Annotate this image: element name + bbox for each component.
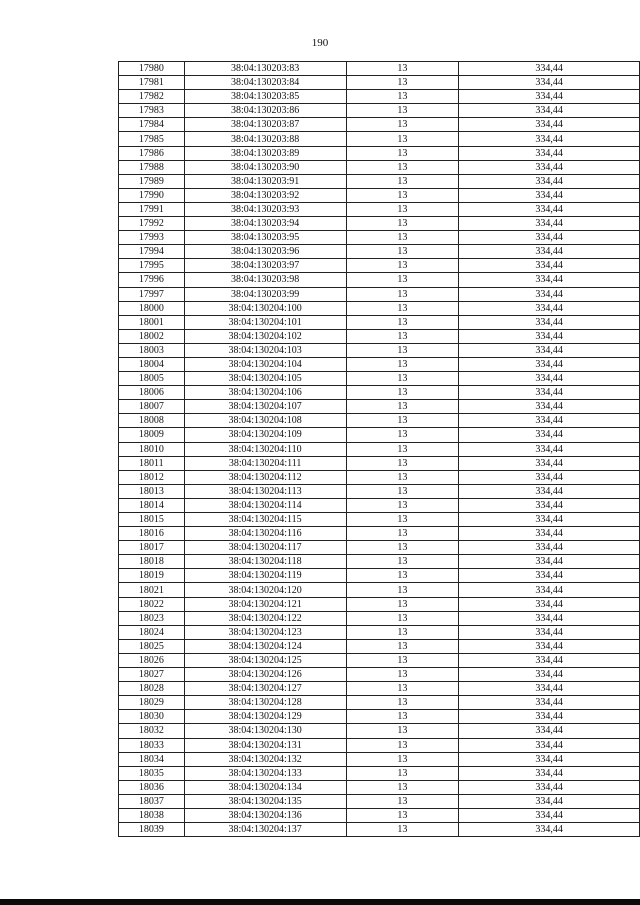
area-cell: 334,44 bbox=[459, 160, 640, 174]
row-number-cell: 17980 bbox=[119, 62, 185, 76]
count-cell: 13 bbox=[346, 386, 459, 400]
cadastral-number-cell: 38:04:130204:126 bbox=[184, 668, 346, 682]
area-cell: 334,44 bbox=[459, 400, 640, 414]
count-cell: 13 bbox=[346, 160, 459, 174]
row-number-cell: 18032 bbox=[119, 724, 185, 738]
cadastral-number-cell: 38:04:130203:84 bbox=[184, 76, 346, 90]
count-cell: 13 bbox=[346, 569, 459, 583]
table-row bbox=[119, 118, 640, 132]
row-number-cell: 18023 bbox=[119, 611, 185, 625]
count-cell: 13 bbox=[346, 738, 459, 752]
cadastral-number-cell: 38:04:130204:137 bbox=[184, 823, 346, 837]
count-cell: 13 bbox=[346, 90, 459, 104]
area-cell: 334,44 bbox=[459, 315, 640, 329]
cadastral-number-cell: 38:04:130203:96 bbox=[184, 245, 346, 259]
count-cell: 13 bbox=[346, 343, 459, 357]
area-cell: 334,44 bbox=[459, 372, 640, 386]
table-row bbox=[119, 583, 640, 597]
area-cell: 334,44 bbox=[459, 442, 640, 456]
row-number-cell: 18029 bbox=[119, 696, 185, 710]
cadastral-number-cell: 38:04:130204:130 bbox=[184, 724, 346, 738]
row-number-cell: 18039 bbox=[119, 823, 185, 837]
cadastral-number-cell: 38:04:130203:98 bbox=[184, 273, 346, 287]
cadastral-number-cell: 38:04:130204:122 bbox=[184, 611, 346, 625]
count-cell: 13 bbox=[346, 76, 459, 90]
table-row bbox=[119, 555, 640, 569]
row-number-cell: 18037 bbox=[119, 794, 185, 808]
row-number-cell: 18021 bbox=[119, 583, 185, 597]
table-row bbox=[119, 132, 640, 146]
table-row bbox=[119, 470, 640, 484]
row-number-cell: 18025 bbox=[119, 639, 185, 653]
count-cell: 13 bbox=[346, 696, 459, 710]
count-cell: 13 bbox=[346, 527, 459, 541]
area-cell: 334,44 bbox=[459, 245, 640, 259]
cadastral-number-cell: 38:04:130204:113 bbox=[184, 484, 346, 498]
cadastral-number-cell: 38:04:130204:119 bbox=[184, 569, 346, 583]
table-row bbox=[119, 160, 640, 174]
cadastral-number-cell: 38:04:130204:106 bbox=[184, 386, 346, 400]
table-row bbox=[119, 710, 640, 724]
area-cell: 334,44 bbox=[459, 541, 640, 555]
row-number-cell: 18027 bbox=[119, 668, 185, 682]
count-cell: 13 bbox=[346, 245, 459, 259]
cadastral-number-cell: 38:04:130204:109 bbox=[184, 428, 346, 442]
row-number-cell: 18012 bbox=[119, 470, 185, 484]
row-number-cell: 18017 bbox=[119, 541, 185, 555]
area-cell: 334,44 bbox=[459, 90, 640, 104]
area-cell: 334,44 bbox=[459, 527, 640, 541]
count-cell: 13 bbox=[346, 710, 459, 724]
row-number-cell: 18036 bbox=[119, 780, 185, 794]
count-cell: 13 bbox=[346, 414, 459, 428]
cadastral-table bbox=[118, 61, 640, 837]
cadastral-number-cell: 38:04:130203:90 bbox=[184, 160, 346, 174]
area-cell: 334,44 bbox=[459, 766, 640, 780]
area-cell: 334,44 bbox=[459, 583, 640, 597]
table-row bbox=[119, 372, 640, 386]
count-cell: 13 bbox=[346, 541, 459, 555]
area-cell: 334,44 bbox=[459, 273, 640, 287]
row-number-cell: 18008 bbox=[119, 414, 185, 428]
cadastral-number-cell: 38:04:130203:93 bbox=[184, 202, 346, 216]
table-row bbox=[119, 498, 640, 512]
row-number-cell: 18013 bbox=[119, 484, 185, 498]
row-number-cell: 17996 bbox=[119, 273, 185, 287]
area-cell: 334,44 bbox=[459, 231, 640, 245]
count-cell: 13 bbox=[346, 794, 459, 808]
table-row bbox=[119, 569, 640, 583]
cadastral-number-cell: 38:04:130204:103 bbox=[184, 343, 346, 357]
cadastral-number-cell: 38:04:130204:111 bbox=[184, 456, 346, 470]
cadastral-number-cell: 38:04:130204:110 bbox=[184, 442, 346, 456]
cadastral-number-cell: 38:04:130203:89 bbox=[184, 146, 346, 160]
table-row bbox=[119, 202, 640, 216]
row-number-cell: 18009 bbox=[119, 428, 185, 442]
area-cell: 334,44 bbox=[459, 386, 640, 400]
area-cell: 334,44 bbox=[459, 696, 640, 710]
table-row bbox=[119, 484, 640, 498]
row-number-cell: 18005 bbox=[119, 372, 185, 386]
cadastral-number-cell: 38:04:130203:95 bbox=[184, 231, 346, 245]
area-cell: 334,44 bbox=[459, 104, 640, 118]
area-cell: 334,44 bbox=[459, 301, 640, 315]
area-cell: 334,44 bbox=[459, 682, 640, 696]
area-cell: 334,44 bbox=[459, 639, 640, 653]
count-cell: 13 bbox=[346, 301, 459, 315]
count-cell: 13 bbox=[346, 174, 459, 188]
count-cell: 13 bbox=[346, 315, 459, 329]
area-cell: 334,44 bbox=[459, 653, 640, 667]
area-cell: 334,44 bbox=[459, 569, 640, 583]
table-row bbox=[119, 794, 640, 808]
cadastral-number-cell: 38:04:130204:101 bbox=[184, 315, 346, 329]
cadastral-number-cell: 38:04:130204:114 bbox=[184, 498, 346, 512]
area-cell: 334,44 bbox=[459, 808, 640, 822]
table-row bbox=[119, 104, 640, 118]
row-number-cell: 17982 bbox=[119, 90, 185, 104]
count-cell: 13 bbox=[346, 400, 459, 414]
count-cell: 13 bbox=[346, 217, 459, 231]
count-cell: 13 bbox=[346, 287, 459, 301]
area-cell: 334,44 bbox=[459, 611, 640, 625]
count-cell: 13 bbox=[346, 357, 459, 371]
count-cell: 13 bbox=[346, 146, 459, 160]
table-row bbox=[119, 329, 640, 343]
table-row bbox=[119, 808, 640, 822]
count-cell: 13 bbox=[346, 653, 459, 667]
table-row bbox=[119, 639, 640, 653]
row-number-cell: 18026 bbox=[119, 653, 185, 667]
row-number-cell: 18035 bbox=[119, 766, 185, 780]
cadastral-number-cell: 38:04:130204:123 bbox=[184, 625, 346, 639]
area-cell: 334,44 bbox=[459, 188, 640, 202]
table-row bbox=[119, 76, 640, 90]
count-cell: 13 bbox=[346, 808, 459, 822]
cadastral-number-cell: 38:04:130203:88 bbox=[184, 132, 346, 146]
table-row bbox=[119, 343, 640, 357]
cadastral-number-cell: 38:04:130203:92 bbox=[184, 188, 346, 202]
page-number: 190 bbox=[311, 37, 329, 49]
count-cell: 13 bbox=[346, 118, 459, 132]
cadastral-number-cell: 38:04:130204:131 bbox=[184, 738, 346, 752]
cadastral-number-cell: 38:04:130204:136 bbox=[184, 808, 346, 822]
count-cell: 13 bbox=[346, 668, 459, 682]
row-number-cell: 17988 bbox=[119, 160, 185, 174]
area-cell: 334,44 bbox=[459, 780, 640, 794]
count-cell: 13 bbox=[346, 780, 459, 794]
count-cell: 13 bbox=[346, 611, 459, 625]
table-row bbox=[119, 766, 640, 780]
row-number-cell: 18011 bbox=[119, 456, 185, 470]
row-number-cell: 18006 bbox=[119, 386, 185, 400]
area-cell: 334,44 bbox=[459, 470, 640, 484]
table-row bbox=[119, 668, 640, 682]
scan-edge-bar bbox=[0, 899, 640, 905]
table-row bbox=[119, 62, 640, 76]
table-row bbox=[119, 174, 640, 188]
cadastral-number-cell: 38:04:130204:108 bbox=[184, 414, 346, 428]
count-cell: 13 bbox=[346, 625, 459, 639]
cadastral-number-cell: 38:04:130204:115 bbox=[184, 513, 346, 527]
area-cell: 334,44 bbox=[459, 513, 640, 527]
count-cell: 13 bbox=[346, 456, 459, 470]
area-cell: 334,44 bbox=[459, 498, 640, 512]
area-cell: 334,44 bbox=[459, 456, 640, 470]
cadastral-number-cell: 38:04:130203:86 bbox=[184, 104, 346, 118]
area-cell: 334,44 bbox=[459, 555, 640, 569]
cadastral-number-cell: 38:04:130204:118 bbox=[184, 555, 346, 569]
count-cell: 13 bbox=[346, 442, 459, 456]
row-number-cell: 17984 bbox=[119, 118, 185, 132]
table-row bbox=[119, 597, 640, 611]
area-cell: 334,44 bbox=[459, 357, 640, 371]
count-cell: 13 bbox=[346, 188, 459, 202]
table-row bbox=[119, 611, 640, 625]
row-number-cell: 17991 bbox=[119, 202, 185, 216]
count-cell: 13 bbox=[346, 555, 459, 569]
count-cell: 13 bbox=[346, 823, 459, 837]
cadastral-number-cell: 38:04:130204:132 bbox=[184, 752, 346, 766]
count-cell: 13 bbox=[346, 132, 459, 146]
row-number-cell: 18014 bbox=[119, 498, 185, 512]
cadastral-number-cell: 38:04:130204:124 bbox=[184, 639, 346, 653]
count-cell: 13 bbox=[346, 273, 459, 287]
row-number-cell: 18022 bbox=[119, 597, 185, 611]
area-cell: 334,44 bbox=[459, 329, 640, 343]
area-cell: 334,44 bbox=[459, 752, 640, 766]
table-row bbox=[119, 682, 640, 696]
cadastral-number-cell: 38:04:130203:94 bbox=[184, 217, 346, 231]
area-cell: 334,44 bbox=[459, 76, 640, 90]
count-cell: 13 bbox=[346, 470, 459, 484]
count-cell: 13 bbox=[346, 766, 459, 780]
count-cell: 13 bbox=[346, 639, 459, 653]
row-number-cell: 18003 bbox=[119, 343, 185, 357]
area-cell: 334,44 bbox=[459, 738, 640, 752]
area-cell: 334,44 bbox=[459, 174, 640, 188]
table-row bbox=[119, 456, 640, 470]
cadastral-number-cell: 38:04:130203:91 bbox=[184, 174, 346, 188]
table-row bbox=[119, 188, 640, 202]
count-cell: 13 bbox=[346, 104, 459, 118]
cadastral-number-cell: 38:04:130203:87 bbox=[184, 118, 346, 132]
area-cell: 334,44 bbox=[459, 217, 640, 231]
row-number-cell: 18016 bbox=[119, 527, 185, 541]
count-cell: 13 bbox=[346, 484, 459, 498]
row-number-cell: 17997 bbox=[119, 287, 185, 301]
area-cell: 334,44 bbox=[459, 414, 640, 428]
count-cell: 13 bbox=[346, 62, 459, 76]
area-cell: 334,44 bbox=[459, 343, 640, 357]
cadastral-number-cell: 38:04:130204:105 bbox=[184, 372, 346, 386]
row-number-cell: 18002 bbox=[119, 329, 185, 343]
row-number-cell: 18019 bbox=[119, 569, 185, 583]
cadastral-number-cell: 38:04:130204:127 bbox=[184, 682, 346, 696]
table-row bbox=[119, 217, 640, 231]
row-number-cell: 18010 bbox=[119, 442, 185, 456]
cadastral-number-cell: 38:04:130203:83 bbox=[184, 62, 346, 76]
table-row bbox=[119, 400, 640, 414]
area-cell: 334,44 bbox=[459, 823, 640, 837]
count-cell: 13 bbox=[346, 724, 459, 738]
table-row bbox=[119, 513, 640, 527]
cadastral-number-cell: 38:04:130204:116 bbox=[184, 527, 346, 541]
area-cell: 334,44 bbox=[459, 202, 640, 216]
table-row bbox=[119, 738, 640, 752]
table-row bbox=[119, 414, 640, 428]
table-row bbox=[119, 386, 640, 400]
table-row bbox=[119, 357, 640, 371]
cadastral-number-cell: 38:04:130203:85 bbox=[184, 90, 346, 104]
row-number-cell: 18038 bbox=[119, 808, 185, 822]
count-cell: 13 bbox=[346, 428, 459, 442]
table-row bbox=[119, 823, 640, 837]
table-row bbox=[119, 428, 640, 442]
table-row bbox=[119, 259, 640, 273]
row-number-cell: 18007 bbox=[119, 400, 185, 414]
row-number-cell: 18001 bbox=[119, 315, 185, 329]
row-number-cell: 17993 bbox=[119, 231, 185, 245]
cadastral-number-cell: 38:04:130204:117 bbox=[184, 541, 346, 555]
count-cell: 13 bbox=[346, 372, 459, 386]
area-cell: 334,44 bbox=[459, 724, 640, 738]
area-cell: 334,44 bbox=[459, 132, 640, 146]
table-row bbox=[119, 653, 640, 667]
table-row bbox=[119, 287, 640, 301]
area-cell: 334,44 bbox=[459, 287, 640, 301]
table-row bbox=[119, 245, 640, 259]
cadastral-number-cell: 38:04:130204:107 bbox=[184, 400, 346, 414]
cadastral-number-cell: 38:04:130204:120 bbox=[184, 583, 346, 597]
area-cell: 334,44 bbox=[459, 259, 640, 273]
area-cell: 334,44 bbox=[459, 428, 640, 442]
table-row bbox=[119, 442, 640, 456]
cadastral-number-cell: 38:04:130204:121 bbox=[184, 597, 346, 611]
table-row bbox=[119, 752, 640, 766]
row-number-cell: 17981 bbox=[119, 76, 185, 90]
count-cell: 13 bbox=[346, 682, 459, 696]
area-cell: 334,44 bbox=[459, 146, 640, 160]
count-cell: 13 bbox=[346, 583, 459, 597]
row-number-cell: 17986 bbox=[119, 146, 185, 160]
row-number-cell: 18034 bbox=[119, 752, 185, 766]
area-cell: 334,44 bbox=[459, 625, 640, 639]
row-number-cell: 18000 bbox=[119, 301, 185, 315]
cadastral-number-cell: 38:04:130204:134 bbox=[184, 780, 346, 794]
count-cell: 13 bbox=[346, 597, 459, 611]
table-row bbox=[119, 541, 640, 555]
area-cell: 334,44 bbox=[459, 597, 640, 611]
cadastral-number-cell: 38:04:130204:104 bbox=[184, 357, 346, 371]
cadastral-number-cell: 38:04:130204:102 bbox=[184, 329, 346, 343]
area-cell: 334,44 bbox=[459, 668, 640, 682]
row-number-cell: 18018 bbox=[119, 555, 185, 569]
cadastral-number-cell: 38:04:130204:135 bbox=[184, 794, 346, 808]
area-cell: 334,44 bbox=[459, 710, 640, 724]
table-row bbox=[119, 146, 640, 160]
count-cell: 13 bbox=[346, 513, 459, 527]
cadastral-number-cell: 38:04:130204:125 bbox=[184, 653, 346, 667]
count-cell: 13 bbox=[346, 202, 459, 216]
table-row bbox=[119, 625, 640, 639]
table-row bbox=[119, 696, 640, 710]
row-number-cell: 17985 bbox=[119, 132, 185, 146]
table-row bbox=[119, 231, 640, 245]
cadastral-number-cell: 38:04:130204:100 bbox=[184, 301, 346, 315]
row-number-cell: 18028 bbox=[119, 682, 185, 696]
table-row bbox=[119, 724, 640, 738]
row-number-cell: 17983 bbox=[119, 104, 185, 118]
cadastral-number-cell: 38:04:130203:99 bbox=[184, 287, 346, 301]
cadastral-number-cell: 38:04:130204:129 bbox=[184, 710, 346, 724]
table-row bbox=[119, 273, 640, 287]
cadastral-number-cell: 38:04:130204:112 bbox=[184, 470, 346, 484]
row-number-cell: 17989 bbox=[119, 174, 185, 188]
table-row bbox=[119, 315, 640, 329]
table-row bbox=[119, 780, 640, 794]
count-cell: 13 bbox=[346, 329, 459, 343]
area-cell: 334,44 bbox=[459, 794, 640, 808]
cadastral-number-cell: 38:04:130203:97 bbox=[184, 259, 346, 273]
row-number-cell: 17994 bbox=[119, 245, 185, 259]
row-number-cell: 18015 bbox=[119, 513, 185, 527]
area-cell: 334,44 bbox=[459, 62, 640, 76]
table-row bbox=[119, 527, 640, 541]
count-cell: 13 bbox=[346, 231, 459, 245]
cadastral-number-cell: 38:04:130204:128 bbox=[184, 696, 346, 710]
row-number-cell: 18004 bbox=[119, 357, 185, 371]
row-number-cell: 18033 bbox=[119, 738, 185, 752]
area-cell: 334,44 bbox=[459, 484, 640, 498]
count-cell: 13 bbox=[346, 752, 459, 766]
row-number-cell: 17995 bbox=[119, 259, 185, 273]
table-body bbox=[119, 62, 640, 837]
area-cell: 334,44 bbox=[459, 118, 640, 132]
count-cell: 13 bbox=[346, 259, 459, 273]
cadastral-number-cell: 38:04:130204:133 bbox=[184, 766, 346, 780]
row-number-cell: 17992 bbox=[119, 217, 185, 231]
row-number-cell: 18030 bbox=[119, 710, 185, 724]
row-number-cell: 18024 bbox=[119, 625, 185, 639]
count-cell: 13 bbox=[346, 498, 459, 512]
table-row bbox=[119, 301, 640, 315]
table-row bbox=[119, 90, 640, 104]
row-number-cell: 17990 bbox=[119, 188, 185, 202]
